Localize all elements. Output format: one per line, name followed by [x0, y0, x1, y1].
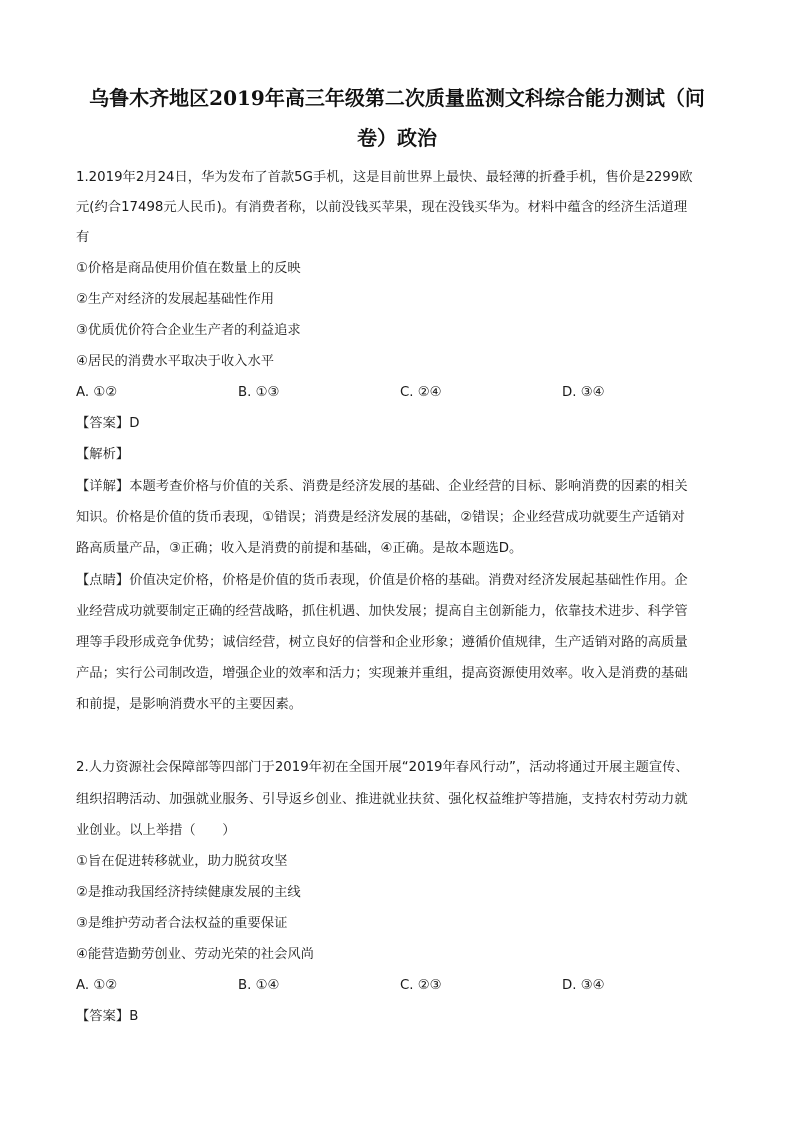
q1-stem-line-3: 有: [76, 230, 90, 245]
q2-answer: [76, 1007, 726, 1027]
q2-option-a: A. ①②: [76, 978, 118, 993]
q1-tip-line-4: 产品；实行公司制改造，增强企业的效率和活力；实现兼并重组，提高资源使用效率。收入是消费的基础: [76, 666, 688, 681]
q1-detail-text-1: 本题考查价格与价值的关系、消费是经济发展的基础、企业经营的目标、影响消费的因素的相关: [129, 479, 688, 494]
q1-tip-line-3: 理等手段形成竞争优势；诚信经营，树立良好的信誉和企业形象；遵循价值规律，生产适销对路的高质量: [76, 635, 688, 650]
q2-answer-value: B: [129, 1009, 139, 1024]
q2-item-1: ①旨在促进转移就业，助力脱贫攻坚: [76, 854, 288, 869]
q2-stem-line-1: 2.人力资源社会保障部等四部门于2019年初在全国开展“2019年春风行动”，活动将通过开展主题宣传、: [76, 760, 689, 775]
q2-stem-line-2: 组织招聘活动、加强就业服务、引导返乡创业、推进就业扶贫、强化权益维护等措施，支持农村劳动力就: [76, 792, 688, 807]
q1-answer-label: 【答案】: [76, 416, 130, 431]
q1-tip-line-1: [76, 571, 726, 591]
q1-detail-line-2: 知识。价格是价值的货币表现，①错误；消费是经济发展的基础，②错误；企业经营成功就要生产适销对: [76, 510, 685, 525]
q1-option-b: B. ①③: [238, 385, 280, 400]
q1-detail-label: 【详解】: [76, 479, 130, 494]
q1-answer-value: D: [129, 416, 140, 431]
q2-option-b: B. ①④: [238, 978, 280, 993]
q1-option-d: D. ③④: [562, 385, 605, 400]
document-title-line-1: 乌鲁木齐地区2019年高三年级第二次质量监测文科综合能力测试（问: [89, 86, 705, 110]
q1-detail-line-3: 路高质量产品，③正确；收入是消费的前提和基础，④正确。是故本题选D。: [76, 541, 523, 556]
q2-answer-label: 【答案】: [76, 1009, 130, 1024]
q1-tip-line-2: 业经营成功就要制定正确的经营战略，抓住机遇、加快发展；提高自主创新能力，依靠技术进步、科学管: [76, 604, 688, 619]
q2-stem-line-3: 业创业。以上举措（ ）: [76, 823, 236, 838]
q2-item-4: ④能营造勤劳创业、劳动光荣的社会风尚: [76, 947, 314, 962]
q2-option-c: C. ②③: [400, 978, 442, 993]
q1-option-c: C. ②④: [400, 385, 442, 400]
q1-tip-label: 【点睛】: [76, 573, 130, 588]
document-title-line-2: 卷）政治: [357, 126, 437, 150]
q1-item-1: ①价格是商品使用价值在数量上的反映: [76, 261, 301, 276]
q1-stem-line-2: 元(约合17498元人民币)。有消费者称，以前没钱买苹果，现在没钱买华为。材料中蕴含的经济生活道理: [76, 200, 688, 215]
q1-stem-line-1: 1.2019年2月24日，华为发布了首款5G手机，这是目前世界上最快、最轻薄的折叠手机，售价是2299欧: [76, 170, 693, 185]
q2-item-2: ②是推动我国经济持续健康发展的主线: [76, 885, 301, 900]
q1-item-2: ②生产对经济的发展起基础性作用: [76, 292, 275, 307]
q1-analysis-label: 【解析】: [76, 447, 130, 462]
q1-item-3: ③优质优价符合企业生产者的利益追求: [76, 323, 301, 338]
q2-option-d: D. ③④: [562, 978, 605, 993]
q1-option-a: A. ①②: [76, 385, 118, 400]
q1-item-4: ④居民的消费水平取决于收入水平: [76, 354, 275, 369]
q2-item-3: ③是维护劳动者合法权益的重要保证: [76, 916, 288, 931]
q1-tip-line-5: 和前提，是影响消费水平的主要因素。: [76, 697, 303, 712]
q1-tip-text-1: 价值决定价格，价格是价值的货币表现，价值是价格的基础。消费对经济发展起基础性作用。企: [129, 573, 688, 588]
q1-answer: [76, 414, 726, 434]
q1-detail-line-1: [76, 477, 726, 497]
